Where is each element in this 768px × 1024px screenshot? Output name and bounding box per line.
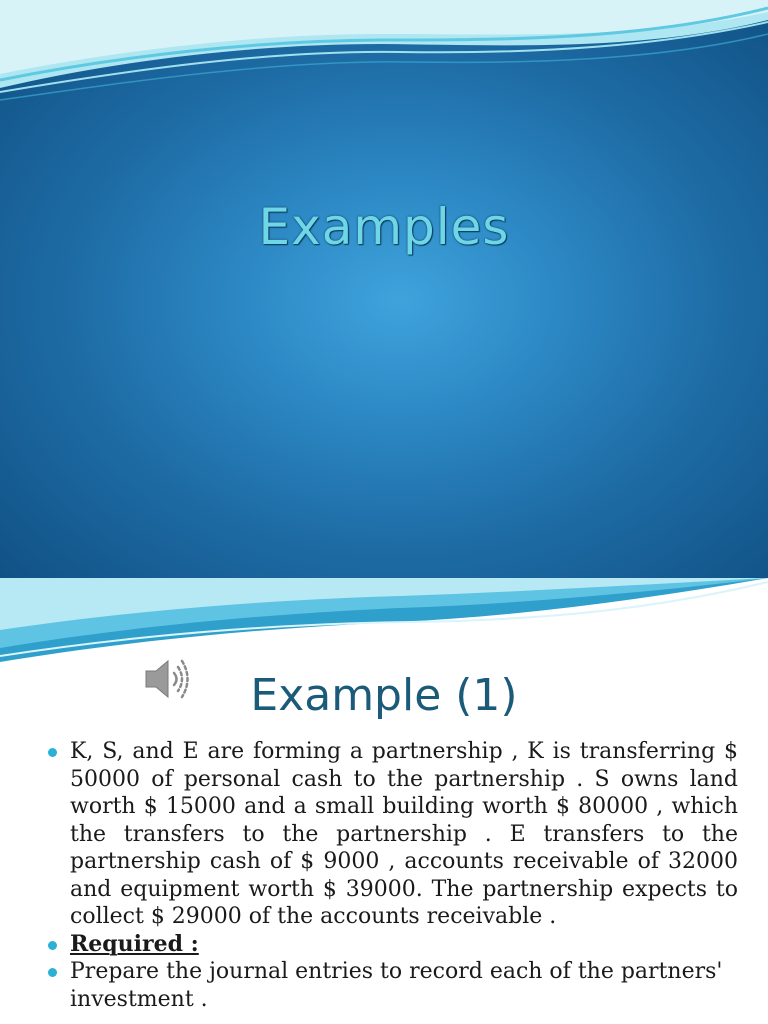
bullet-text: K, S, and E are forming a partnership , K is transferring $ 50000 of personal cash to the partnership . S owns land worth $ 15000 and a small building worth $ 80000 , which the transfers to the partnership . E transfers to the partnership cash of $ 9000 , accounts receivable of 32000 and equipment worth $ 39000. The partnership expects to collect $ 29000 of the accounts receivable . — [70, 739, 738, 929]
bullet-list — [48, 738, 738, 1013]
bullet-text: Prepare the journal entries to record each of the partners' investment . — [70, 959, 723, 1012]
list-item — [48, 931, 738, 959]
header-wave-decoration — [0, 0, 768, 110]
list-item — [48, 958, 738, 1013]
bullet-icon — [48, 968, 57, 977]
required-heading: Required : — [70, 930, 199, 957]
bullet-icon — [48, 748, 57, 757]
slide-title: Examples — [258, 198, 510, 256]
content-slide — [0, 578, 768, 1024]
slide-title: Example (1) — [250, 670, 518, 721]
header-wave-decoration — [0, 578, 768, 668]
bullet-icon — [48, 941, 57, 950]
list-item — [48, 738, 738, 931]
